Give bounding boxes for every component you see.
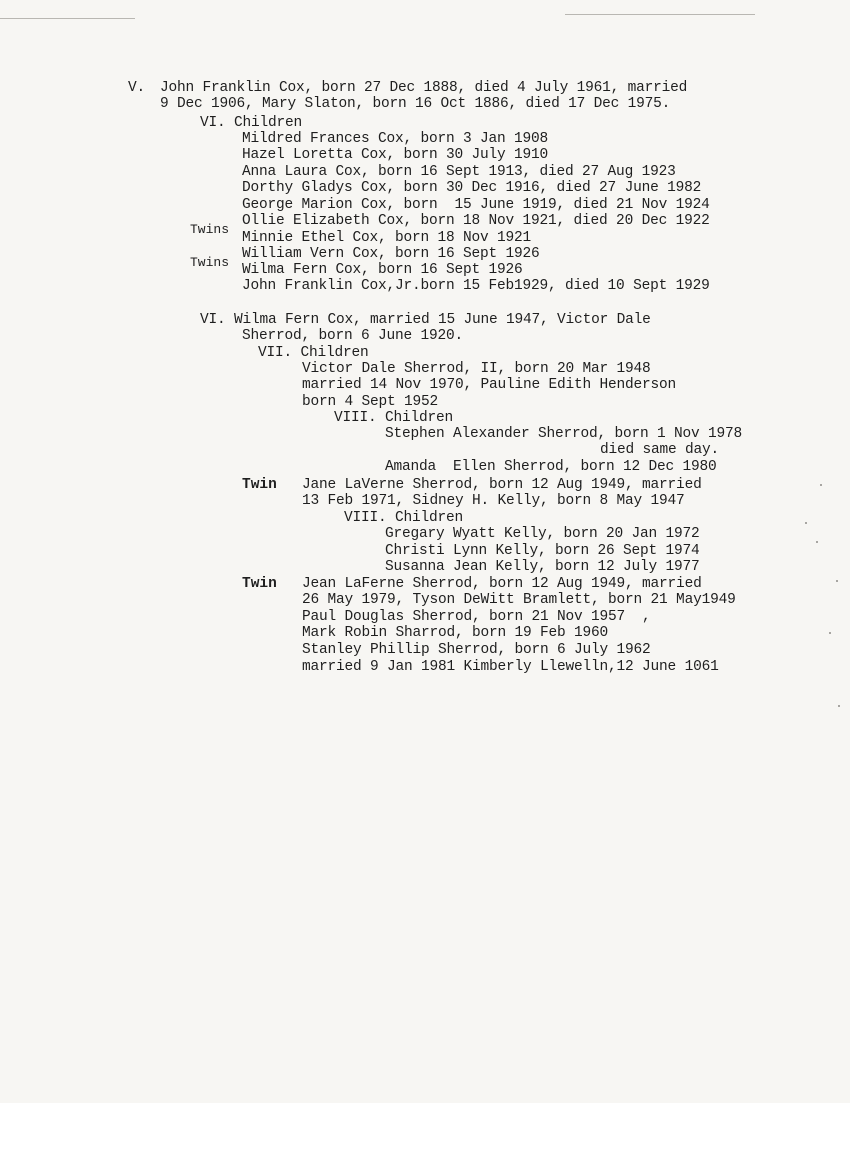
- viii-children-heading: VIII. Children: [334, 410, 454, 426]
- child-entry: Hazel Loretta Cox, born 30 July 1910: [242, 147, 549, 163]
- grandchild-entry: Christi Lynn Kelly, born 26 Sept 1974: [385, 543, 700, 559]
- jean-line: 26 May 1979, Tyson DeWitt Bramlett, born 21 May1949: [302, 592, 736, 608]
- scan-bottom-margin: [0, 1103, 850, 1169]
- viii-children-heading: VIII. Children: [344, 510, 464, 526]
- header-line-1: John Franklin Cox, born 27 Dec 1888, died 4 July 1961, married: [160, 80, 688, 96]
- child-entry: Anna Laura Cox, born 16 Sept 1913, died 27 Aug 1923: [242, 164, 676, 180]
- sibling-entry: Stanley Phillip Sherrod, born 6 July 1962: [302, 642, 651, 658]
- child-entry: Wilma Fern Cox, born 16 Sept 1926: [242, 262, 523, 278]
- child-entry: William Vern Cox, born 16 Sept 1926: [242, 246, 540, 262]
- grandchild-entry: Susanna Jean Kelly, born 12 July 1977: [385, 559, 700, 575]
- paper-speck: [829, 632, 831, 634]
- grandchild-entry: Amanda Ellen Sherrod, born 12 Dec 1980: [385, 459, 717, 475]
- child-entry: George Marion Cox, born 15 June 1919, died 21 Nov 1924: [242, 197, 710, 213]
- wilma-line-2: Sherrod, born 6 June 1920.: [242, 328, 464, 344]
- jean-line: Jean LaFerne Sherrod, born 12 Aug 1949, married: [302, 576, 702, 592]
- twins-label: Twins: [190, 222, 230, 237]
- paper-speck: [820, 484, 822, 486]
- child-entry: Ollie Elizabeth Cox, born 18 Nov 1921, died 20 Dec 1922: [242, 213, 710, 229]
- paper-speck: [805, 522, 807, 524]
- grandchild-note: died same day.: [600, 442, 720, 458]
- vii-children-heading: VII. Children: [258, 345, 369, 361]
- sibling-entry: married 9 Jan 1981 Kimberly Llewelln,12 June 1061: [302, 659, 719, 675]
- child-entry: Dorthy Gladys Cox, born 30 Dec 1916, died 27 June 1982: [242, 180, 702, 196]
- child-entry: Mildred Frances Cox, born 3 Jan 1908: [242, 131, 549, 147]
- grandchild-entry: Stephen Alexander Sherrod, born 1 Nov 1978: [385, 426, 743, 442]
- paper-speck: [816, 541, 818, 543]
- wilma-line-1: VI. Wilma Fern Cox, married 15 June 1947, Victor Dale: [200, 312, 651, 328]
- victor-line: Victor Dale Sherrod, II, born 20 Mar 1948: [302, 361, 651, 377]
- sibling-entry: Mark Robin Sharrod, born 19 Feb 1960: [302, 625, 609, 641]
- twins-label: Twins: [190, 255, 230, 270]
- paper-speck: [838, 705, 840, 707]
- victor-line: married 14 Nov 1970, Pauline Edith Henderson: [302, 377, 677, 393]
- header-line-2: 9 Dec 1906, Mary Slaton, born 16 Oct 1886, died 17 Dec 1975.: [160, 96, 671, 112]
- victor-line: born 4 Sept 1952: [302, 394, 439, 410]
- twin-label: Twin: [242, 477, 277, 493]
- twin-label: Twin: [242, 576, 277, 592]
- top-left-rule: [0, 18, 135, 19]
- child-entry: Minnie Ethel Cox, born 18 Nov 1921: [242, 230, 532, 246]
- child-entry: John Franklin Cox,Jr.born 15 Feb1929, died 10 Sept 1929: [242, 278, 710, 294]
- generation-marker: V.: [128, 80, 146, 96]
- paper-speck: [836, 580, 838, 582]
- top-right-rule: [565, 14, 755, 15]
- jane-line: 13 Feb 1971, Sidney H. Kelly, born 8 May 1947: [302, 493, 685, 509]
- grandchild-entry: Gregary Wyatt Kelly, born 20 Jan 1972: [385, 526, 700, 542]
- jane-line: Jane LaVerne Sherrod, born 12 Aug 1949, married: [302, 477, 702, 493]
- sibling-entry: Paul Douglas Sherrod, born 21 Nov 1957 ,: [302, 609, 651, 625]
- children-heading: VI. Children: [200, 115, 303, 131]
